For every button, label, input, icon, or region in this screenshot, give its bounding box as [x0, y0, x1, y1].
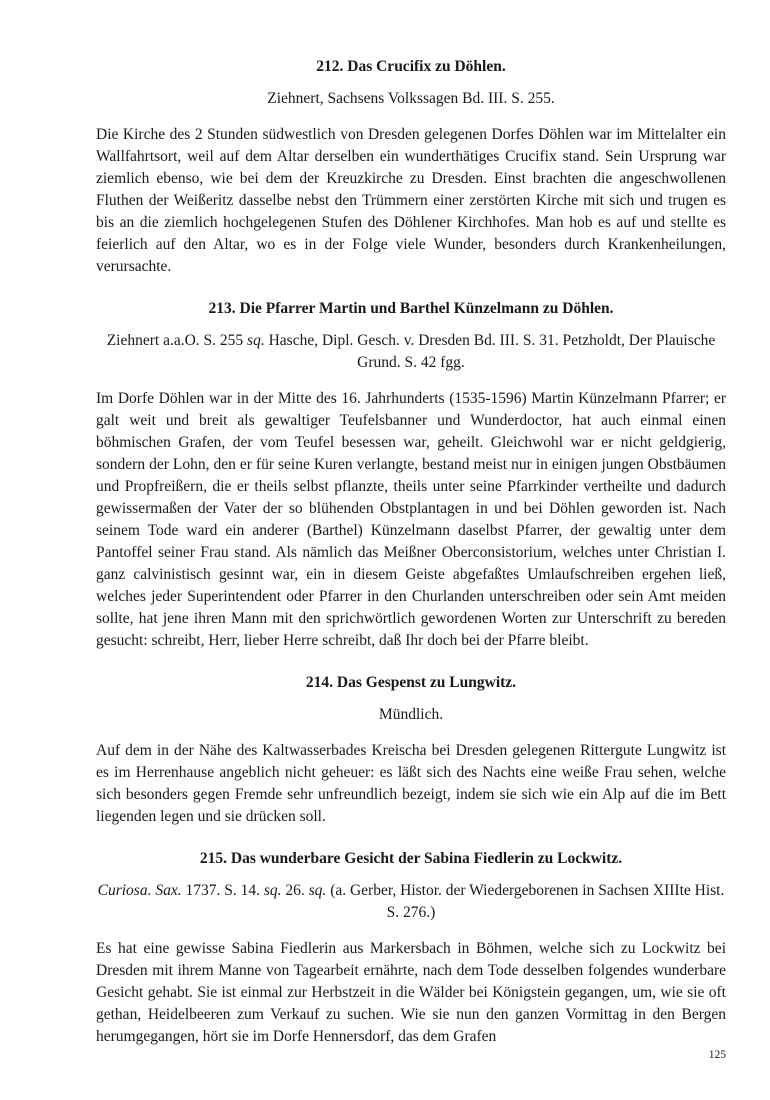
section-215 [96, 848, 726, 1048]
section-body: Es hat eine gewisse Sabina Fiedlerin aus Markersbach in Böhmen, welche sich zu Lockwitz bei Dresden mit ihrem Manne von Tagearbeit ernährte, nach dem Tode desselben folgendes wunderbare Gesicht gehabt. Sie ist einmal zur Herbstzeit in die Wälder bei Königstein gegangen, um, wie sie oft gethan, Heidelbeeren zum Verkauf zu suchen. Wie sie nun den ganzen Vormittag in den Bergen herumgegangen, hört sie im Dorfe Hennersdorf, das dem Grafen [96, 940, 726, 1045]
section-body: Auf dem in der Nähe des Kaltwasserbades Kreischa bei Dresden gelegenen Rittergute Lungwitz ist es im Herrenhause angeblich nicht geheuer: es läßt sich des Nachts eine weiße Frau sehen, welche sich besonders gegen Fremde sehr unfreundlich bezeigt, indem sie sich wie ein Alp auf die im Bett liegenden legen und sie drücken soll. [96, 742, 726, 825]
citation-text: (a. Gerber, Histor. der Wiedergeborenen in Sachsen XIIIte Hist. S. 276.) [326, 882, 725, 921]
citation-text: Ziehnert a.a.O. S. 255 [106, 332, 248, 349]
section-title: 212. Das Crucifix zu Döhlen. [316, 58, 506, 75]
citation-italic: Curiosa. Sax. [97, 882, 182, 899]
section-body: Die Kirche des 2 Stunden südwestlich von Dresden gelegenen Dorfes Döhlen war im Mittelalter ein Wallfahrtsort, weil auf dem Altar derselben ein wunderthätiges Crucifix stand. Sein Ursprung war ziemlich ebenso, wie bei dem der Kreuzkirche zu Dresden. Einst brachten die angeschwollenen Fluthen der Weißeritz dasselbe nebst den Trümmern einer zerstörten Kirche mit sich und trugen es bis an die ziemlich hochgelegenen Stufen des Döhlener Kirchhofes. Man hob es auf und stellte es feierlich auf den Altar, wo es in der Folge viele Wunder, besonders durch Krankenheilungen, verursachte. [96, 126, 726, 275]
citation-text: 26. [281, 882, 309, 899]
citation-text: Hasche, Dipl. Gesch. v. Dresden Bd. III. S. 31. Petzholdt, Der Plauische Grund. S. 42 fgg. [264, 332, 716, 371]
page-content [96, 56, 726, 1048]
section-title: 213. Die Pfarrer Martin und Barthel Künzelmann zu Döhlen. [208, 300, 614, 317]
section-title: 215. Das wunderbare Gesicht der Sabina Fiedlerin zu Lockwitz. [199, 850, 623, 867]
section-body: Im Dorfe Döhlen war in der Mitte des 16. Jahrhunderts (1535-1596) Martin Künzelmann Pfarrer; er galt weit und breit als gewaltiger Teufelsbanner und Wunderdoctor, hat auch einmal einen böhmischen Grafen, der vom Teufel besessen war, geheilt. Gleichwohl war er nicht geldgierig, sondern der Lohn, den er für seine Kuren verlangte, bestand meist nur in einigen jungen Obstbäumen und Propfreißern, die er theils selbst pflanzte, theils unter seine Pfarrkinder vertheilte und dadurch gewissermaßen der Vater der so blühenden Obstplantagen in und bei Döhlen geworden ist. Nach seinem Tode ward ein anderer (Barthel) Künzelmann daselbst Pfarrer, der gewaltig unter dem Pantoffel seiner Frau stand. Als nämlich das Meißner Oberconsistorium, welches unter Christian I. ganz calvinistisch gesinnt war, ein in diesem Geiste abgefaßtes Umlaufschreiben ergehen ließ, welches jeder Superintendent oder Pfarrer in den Churlanden unterschreiben oder sein Amt meiden sollte, hat jene ihren Mann mit den sprichwörtlich gewordenen Worten zur Unterschrift zu bereden gesucht: schreibt, Herr, lieber Herre schreibt, daß Ihr doch bei der Pfarre bleibt. [96, 390, 726, 649]
source-citation [96, 88, 726, 110]
source-citation [96, 330, 726, 374]
section-213 [96, 298, 726, 652]
source-citation [96, 704, 726, 726]
citation-italic: sq. [263, 882, 282, 899]
section-title: 214. Das Gespenst zu Lungwitz. [305, 674, 517, 691]
citation-italic: sq. [308, 882, 327, 899]
section-214 [96, 672, 726, 828]
section-212 [96, 56, 726, 278]
source-citation [96, 880, 726, 924]
page-number: 125 [708, 1049, 726, 1061]
citation-text: Mündlich. [378, 706, 444, 723]
citation-text: 1737. S. 14. [181, 882, 264, 899]
citation-italic: sq. [247, 332, 265, 349]
citation-text: Ziehnert, Sachsens Volkssagen Bd. III. S. 255. [267, 90, 555, 107]
